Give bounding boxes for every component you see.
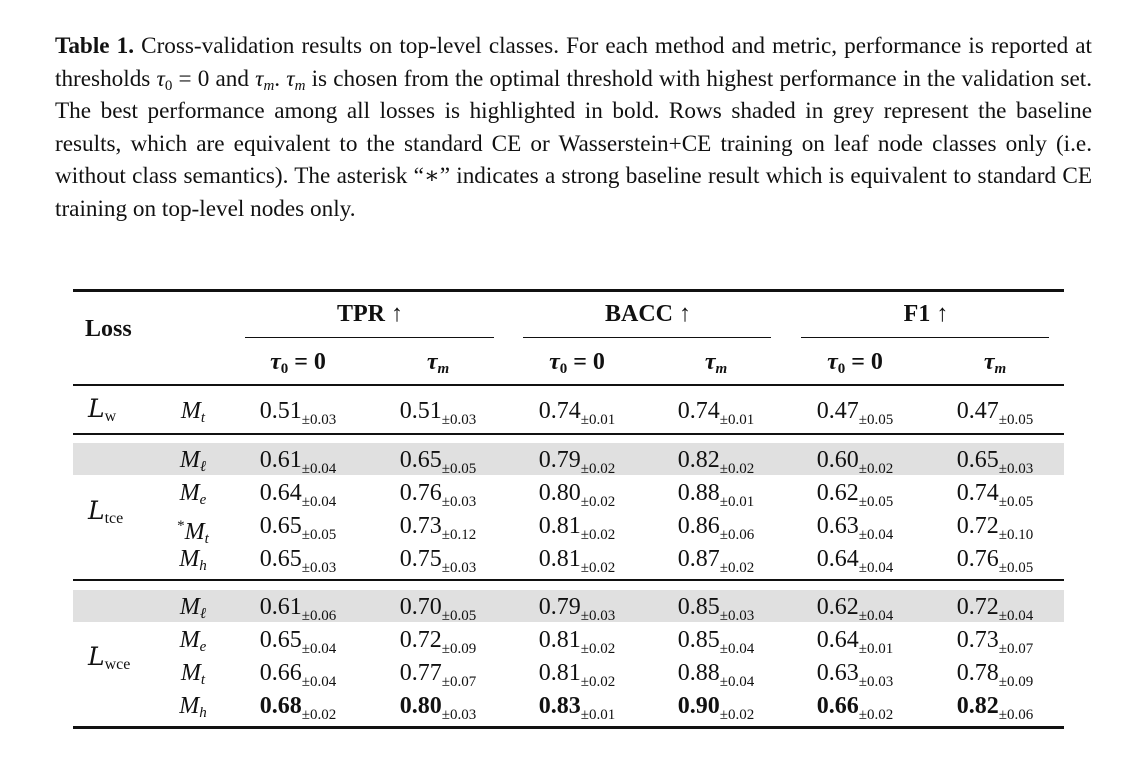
cell-std: ±0.03 <box>301 412 337 428</box>
cell-std: ±0.05 <box>858 494 894 510</box>
cell-std: ±0.02 <box>301 707 337 723</box>
metric-header: F1 ↑ <box>903 301 949 327</box>
table-cell <box>539 477 615 512</box>
top-rule <box>73 289 1064 292</box>
cell-std: ±0.02 <box>719 461 755 477</box>
cell-std: ±0.04 <box>301 494 337 510</box>
cell-value: 0.63 <box>816 660 859 686</box>
cell-value: 0.72 <box>399 627 442 653</box>
cell-value: 0.83 <box>538 693 581 719</box>
cell-value: 0.81 <box>538 513 581 539</box>
cell-std: ±0.03 <box>441 494 477 510</box>
cell-value: 0.76 <box>956 546 999 572</box>
cell-value: 0.64 <box>259 480 302 506</box>
group-rule <box>73 579 1064 581</box>
cell-value: 0.81 <box>538 546 581 572</box>
loss-name: $L_w$ <box>88 394 117 425</box>
table-cell <box>260 657 336 692</box>
table-cell <box>260 510 336 545</box>
cell-value: 0.76 <box>399 480 442 506</box>
cell-value: 0.77 <box>399 660 442 686</box>
cell-value: 0.64 <box>816 546 859 572</box>
cell-std: ±0.02 <box>580 494 616 510</box>
cell-std: ±0.02 <box>719 707 755 723</box>
table-cell <box>678 477 754 512</box>
cell-value: 0.66 <box>816 693 859 719</box>
cell-value: 0.66 <box>259 660 302 686</box>
threshold-header: $\tau_0 = 0$ <box>827 349 883 377</box>
cell-std: ±0.04 <box>858 560 894 576</box>
metric-header: BACC ↑ <box>604 301 692 327</box>
cell-std: ±0.03 <box>580 608 616 624</box>
loss-header: Loss <box>85 316 132 342</box>
cell-std: ±0.05 <box>858 412 894 428</box>
table-cell <box>539 543 615 578</box>
table-cell <box>539 591 615 626</box>
cell-std: ±0.02 <box>580 560 616 576</box>
table-cell <box>957 690 1033 725</box>
cell-std: ±0.05 <box>998 560 1034 576</box>
cell-std: ±0.04 <box>858 608 894 624</box>
cell-value: 0.75 <box>399 546 442 572</box>
cell-std: ±0.01 <box>580 707 616 723</box>
metric-header: TPR ↑ <box>337 301 403 327</box>
cell-value: 0.62 <box>816 594 859 620</box>
cell-std: ±0.09 <box>998 674 1034 690</box>
cell-value: 0.81 <box>538 660 581 686</box>
threshold-header: $\tau_0 = 0$ <box>270 349 326 377</box>
cell-value: 0.86 <box>677 513 720 539</box>
cell-std: ±0.05 <box>441 461 477 477</box>
tau-symbol: $\tau_0$ <box>549 349 568 377</box>
cell-std: ±0.04 <box>719 641 755 657</box>
table-cell <box>539 624 615 659</box>
table-cell <box>260 690 336 725</box>
table-cell <box>817 477 893 512</box>
table-cell <box>678 690 754 725</box>
cell-std: ±0.12 <box>441 527 477 543</box>
method-name: $M_t$ <box>180 660 206 688</box>
tau-symbol: $\tau_m$ <box>426 349 450 377</box>
cell-std: ±0.02 <box>858 707 894 723</box>
cell-value: 0.72 <box>956 513 999 539</box>
cell-std: ±0.02 <box>580 641 616 657</box>
table-cell <box>678 543 754 578</box>
cell-std: ±0.03 <box>998 461 1034 477</box>
cell-value: 0.85 <box>677 627 720 653</box>
cell-std: ±0.05 <box>441 608 477 624</box>
cell-value: 0.80 <box>399 693 442 719</box>
table-cell <box>817 543 893 578</box>
cell-value: 0.79 <box>538 447 581 473</box>
cell-std: ±0.02 <box>580 461 616 477</box>
table-cell <box>817 395 893 430</box>
table-cell <box>260 477 336 512</box>
method-name: $M_e$ <box>179 480 207 508</box>
table-cell <box>678 657 754 692</box>
table-cell <box>260 444 336 479</box>
cell-value: 0.73 <box>956 627 999 653</box>
cell-value: 0.74 <box>677 398 720 424</box>
cell-std: ±0.03 <box>441 707 477 723</box>
cell-std: ±0.06 <box>301 608 337 624</box>
cell-value: 0.65 <box>259 546 302 572</box>
cell-value: 0.70 <box>399 594 442 620</box>
cell-value: 0.87 <box>677 546 720 572</box>
cell-std: ±0.01 <box>719 494 755 510</box>
cell-value: 0.88 <box>677 660 720 686</box>
cell-std: ±0.07 <box>441 674 477 690</box>
cell-std: ±0.06 <box>998 707 1034 723</box>
table-cell <box>957 477 1033 512</box>
bottom-rule <box>73 726 1064 729</box>
cell-std: ±0.04 <box>301 641 337 657</box>
method-name: $M_\ell$ <box>179 594 207 622</box>
table-cell <box>817 591 893 626</box>
table-cell <box>957 510 1033 545</box>
table-cell <box>817 690 893 725</box>
cell-value: 0.79 <box>538 594 581 620</box>
cell-value: 0.68 <box>259 693 302 719</box>
cell-value: 0.65 <box>956 447 999 473</box>
table-cell <box>539 657 615 692</box>
table-cell <box>400 477 476 512</box>
cell-value: 0.64 <box>816 627 859 653</box>
table-cell <box>400 543 476 578</box>
table-cell <box>400 591 476 626</box>
table-cell <box>957 591 1033 626</box>
table-cell <box>539 690 615 725</box>
table-cell <box>817 444 893 479</box>
table-cell <box>957 444 1033 479</box>
metric-group-underline <box>801 337 1049 338</box>
cell-value: 0.74 <box>538 398 581 424</box>
tau-symbol: $\tau_0$ <box>270 349 289 377</box>
cell-std: ±0.03 <box>441 412 477 428</box>
cell-std: ±0.10 <box>998 527 1034 543</box>
cell-std: ±0.02 <box>858 461 894 477</box>
header-rule <box>73 384 1064 386</box>
metric-group-underline <box>245 337 494 338</box>
table-cell <box>817 624 893 659</box>
table-cell <box>678 395 754 430</box>
cell-value: 0.72 <box>956 594 999 620</box>
cell-value: 0.47 <box>816 398 859 424</box>
cell-value: 0.82 <box>956 693 999 719</box>
cell-std: ±0.01 <box>580 412 616 428</box>
cell-std: ±0.04 <box>858 527 894 543</box>
method-name: $M_\ell$ <box>179 447 207 475</box>
cell-std: ±0.03 <box>719 608 755 624</box>
cell-std: ±0.04 <box>301 461 337 477</box>
cell-std: ±0.02 <box>580 674 616 690</box>
table-cell <box>678 510 754 545</box>
threshold-header <box>984 346 1006 378</box>
cell-value: 0.60 <box>816 447 859 473</box>
cell-std: ±0.04 <box>719 674 755 690</box>
cell-value: 0.51 <box>399 398 442 424</box>
cell-value: 0.88 <box>677 480 720 506</box>
table-cell <box>957 395 1033 430</box>
table-cell <box>400 510 476 545</box>
cell-std: ±0.07 <box>998 641 1034 657</box>
table-cell <box>817 510 893 545</box>
tau-symbol: $\tau_m$ <box>983 349 1007 377</box>
threshold-header <box>427 346 449 378</box>
threshold-header <box>705 346 727 378</box>
cell-value: 0.47 <box>956 398 999 424</box>
method-name: $M_h$ <box>179 693 207 721</box>
table-cell <box>260 395 336 430</box>
cell-std: ±0.03 <box>441 560 477 576</box>
cell-value: 0.61 <box>259 594 302 620</box>
cell-value: 0.65 <box>259 513 302 539</box>
cell-std: ±0.05 <box>998 412 1034 428</box>
table-cell <box>957 624 1033 659</box>
table-caption: Table 1. Cross-validation results on top-level classes. For each method and metric, performance is reported at thresholds $\tau_0 = 0$ and $\tau_m$. $\tau_m$ is chosen from the optimal threshold with highest performance in the validation set. The best performance among all losses is highlighted in bold. Rows shaded in grey represent the baseline results, which are equivalent to the standard CE or Wasserstein+CE training on leaf node classes only (i.e. without class semantics). The asterisk “∗” indicates a strong baseline result which is equivalent to standard CE training on top-level nodes only. <box>55 33 1093 222</box>
caption-label: Table 1. <box>55 33 135 59</box>
cell-std: ±0.06 <box>719 527 755 543</box>
cell-std: ±0.05 <box>301 527 337 543</box>
table-cell <box>400 657 476 692</box>
cell-value: 0.61 <box>259 447 302 473</box>
cell-value: 0.74 <box>956 480 999 506</box>
cell-value: 0.73 <box>399 513 442 539</box>
table-cell <box>400 624 476 659</box>
table-cell <box>678 444 754 479</box>
cell-value: 0.81 <box>538 627 581 653</box>
loss-name: $L_{tce}$ <box>88 496 124 527</box>
loss-name: $L_{wce}$ <box>88 642 131 673</box>
method-name: $^*M_t$ <box>177 518 209 547</box>
cell-std: ±0.05 <box>998 494 1034 510</box>
table-cell <box>400 690 476 725</box>
table-cell <box>957 657 1033 692</box>
metric-group-underline <box>523 337 771 338</box>
cell-std: ±0.01 <box>719 412 755 428</box>
cell-value: 0.51 <box>259 398 302 424</box>
table-cell <box>400 395 476 430</box>
cell-std: ±0.03 <box>301 560 337 576</box>
cell-value: 0.65 <box>259 627 302 653</box>
cell-std: ±0.03 <box>858 674 894 690</box>
table-cell <box>400 444 476 479</box>
table-cell <box>678 624 754 659</box>
table-cell <box>260 591 336 626</box>
threshold-header: $\tau_0 = 0$ <box>549 349 605 377</box>
cell-value: 0.82 <box>677 447 720 473</box>
table-cell <box>260 624 336 659</box>
table-cell <box>260 543 336 578</box>
cell-std: ±0.02 <box>719 560 755 576</box>
cell-value: 0.62 <box>816 480 859 506</box>
cell-value: 0.65 <box>399 447 442 473</box>
method-name: $M_e$ <box>179 627 207 655</box>
table-cell <box>539 395 615 430</box>
method-name: $M_h$ <box>179 546 207 574</box>
cell-std: ±0.02 <box>580 527 616 543</box>
table-cell <box>957 543 1033 578</box>
cell-std: ±0.04 <box>998 608 1034 624</box>
cell-std: ±0.09 <box>441 641 477 657</box>
table-cell <box>678 591 754 626</box>
cell-value: 0.85 <box>677 594 720 620</box>
tau-symbol: $\tau_m$ <box>704 349 728 377</box>
tau-symbol: $\tau_0$ <box>827 349 846 377</box>
cell-std: ±0.01 <box>858 641 894 657</box>
cell-value: 0.78 <box>956 660 999 686</box>
cell-std: ±0.04 <box>301 674 337 690</box>
table-cell <box>817 657 893 692</box>
cell-value: 0.63 <box>816 513 859 539</box>
cell-value: 0.90 <box>677 693 720 719</box>
cell-value: 0.80 <box>538 480 581 506</box>
table-cell <box>539 510 615 545</box>
table-cell <box>539 444 615 479</box>
group-rule <box>73 433 1064 435</box>
method-name: $M_t$ <box>180 398 206 426</box>
